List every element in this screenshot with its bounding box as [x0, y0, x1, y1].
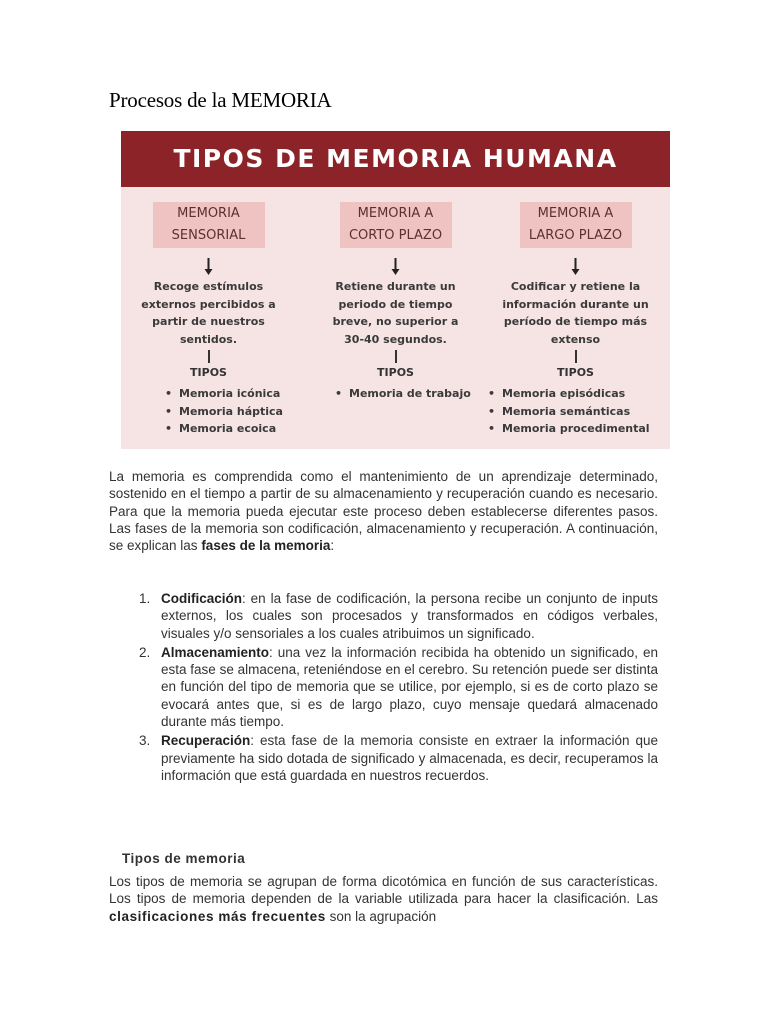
phase-item [109, 732, 658, 784]
connector-bar [395, 350, 397, 363]
tipos-label: TIPOS [190, 366, 227, 379]
phase-term: Codificación [161, 591, 243, 606]
list-item: • Memoria háptica [165, 403, 296, 421]
list-item: • Memoria procedimental [488, 420, 663, 438]
arrow-down-icon [203, 258, 214, 276]
phase-item [109, 590, 658, 642]
phase-item [109, 644, 658, 730]
list-item: • Memoria icónica [165, 385, 296, 403]
list-item: • Memoria episódicas [488, 385, 663, 403]
phase-number: 2. [139, 644, 151, 660]
arrow-down-icon [570, 258, 581, 276]
list-item: • Memoria de trabajo [335, 385, 483, 403]
phase-text: : en la fase de codificación, la persona recibe un conjunto de inputs externos, los cuales son procesados y transformados en códigos verbales, visuales y/o sensoriales a los cuales atribuimos un significado. [161, 591, 658, 641]
connector-bar [575, 350, 577, 363]
phase-text: : esta fase de la memoria consiste en extraer la información que previamente ha sido dotada de significado y almacenada, es decir, recuperamos la información que está guardada en nuestros recuerdos. [161, 733, 658, 783]
phase-term: Recuperación [161, 733, 251, 749]
column-box-corto-plazo: MEMORIA A CORTO PLAZO [340, 202, 452, 248]
column-description: Recoge estímulos externos percibidos a partir de nuestros sentidos. [141, 280, 276, 346]
phases-list [109, 590, 658, 786]
phase-term: Almacenamiento [161, 644, 270, 660]
tipos-label: TIPOS [557, 366, 594, 379]
phase-text: : una vez la información recibida ha obtenido un significado, en esta fase se almacena, reteniéndose en el cerebro. Su retención puede ser distinta en función del tipo de memoria que se utilice, por ejemplo, si es de corto plazo se evocará antes que, si es de largo plazo, cuyo mensaje quedará almacenado durante más tiempo. [161, 644, 658, 730]
tipos-list [488, 385, 663, 438]
intro-bold-text: fases de la memoria [201, 538, 331, 554]
tipos-paragraph [109, 873, 658, 925]
section-heading: Tipos de memoria [122, 851, 246, 866]
column-sensorial [121, 202, 296, 438]
tipos-list [335, 385, 483, 403]
list-item: • Memoria ecoica [165, 420, 296, 438]
phase-number: 1. [139, 591, 151, 606]
tipos-label: TIPOS [377, 366, 414, 379]
tipos-end: son la agrupación [325, 908, 437, 924]
tipos-bold-text: clasificaciones más frecuentes [109, 908, 326, 924]
column-description: Retiene durante un periodo de tiempo breve, no superior a 30-40 segundos. [332, 280, 459, 346]
column-box-largo-plazo: MEMORIA A LARGO PLAZO [520, 202, 632, 248]
column-largo-plazo [488, 202, 663, 438]
intro-text: La memoria es comprendida como el mantenimiento de un aprendizaje determinado, sostenido en el tiempo a partir de su almacenamiento y recuperación cuando es necesario. Para que la memoria pueda ejecutar este proceso deben establecerse diferentes pasos. Las fases de la memoria son codificación, almacenamiento y recuperación. A continuación, se explican las [109, 469, 658, 554]
infographic-header: TIPOS DE MEMORIA HUMANA [121, 131, 670, 187]
arrow-down-icon [390, 258, 401, 276]
phase-number: 3. [139, 733, 151, 749]
page-title: Procesos de la MEMORIA [109, 88, 332, 112]
list-item: • Memoria semánticas [488, 403, 663, 421]
column-description: Codificar y retiene la información durante un período de tiempo más extenso [502, 280, 649, 346]
intro-end: : [330, 538, 335, 554]
tipos-list [165, 385, 296, 438]
tipos-text: Los tipos de memoria se agrupan de forma dicotómica en función de sus características. Los tipos de memoria dependen de la variable utilizada para hacer la clasificación. Las [109, 874, 658, 907]
memory-types-infographic [121, 131, 670, 449]
column-box-sensorial: MEMORIA SENSORIAL [153, 202, 265, 248]
connector-bar [208, 350, 210, 363]
intro-paragraph [109, 468, 658, 554]
column-corto-plazo [308, 202, 483, 403]
